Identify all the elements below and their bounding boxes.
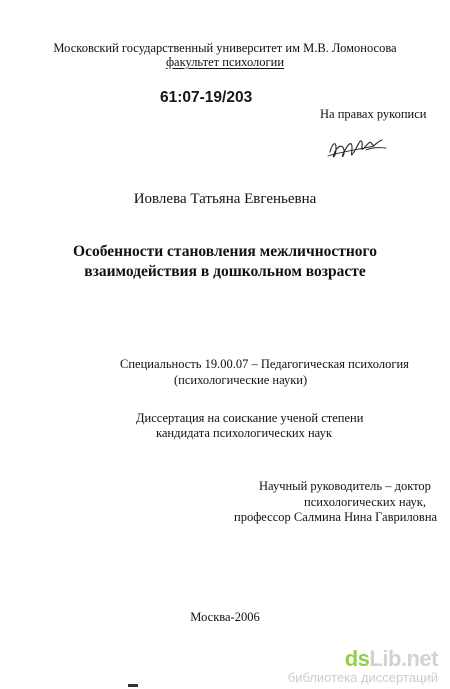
supervisor-line-3: профессор Салмина Нина Гавриловна	[234, 510, 438, 524]
supervisor-line-1: Научный руководитель – доктор	[259, 479, 431, 493]
watermark-logo-lib: Lib.net	[369, 646, 438, 671]
manuscript-note: На правах рукописи	[320, 107, 427, 121]
specialty-line-2: (психологические науки)	[174, 373, 308, 387]
supervisor-line-2: психологических наук,	[304, 495, 426, 509]
watermark-logo[interactable]	[345, 646, 438, 672]
catalog-number: 61:07-19/203	[160, 89, 253, 106]
watermark-tagline: библиотека диссертаций	[287, 670, 438, 685]
degree-line-2: кандидата психологических наук	[156, 426, 332, 440]
watermark-logo-ds: ds	[344, 646, 370, 671]
scan-artifact	[128, 684, 138, 687]
university-name: Московский государственный университет им М.В. Ломоносова	[53, 41, 397, 55]
handwritten-signature	[326, 130, 390, 168]
degree-line-1: Диссертация на соискание ученой степени	[136, 411, 364, 425]
specialty-line-1: Специальность 19.00.07 – Педагогическая психология	[120, 357, 409, 371]
city-year: Москва-2006	[190, 610, 260, 624]
author-name: Иовлева Татьяна Евгеньевна	[133, 191, 317, 207]
thesis-title-line-2: взаимодействия в дошкольном возрасте	[84, 263, 366, 280]
faculty-name: факультет психологии	[165, 55, 285, 69]
thesis-title-line-1: Особенности становления межличностного	[73, 243, 377, 260]
